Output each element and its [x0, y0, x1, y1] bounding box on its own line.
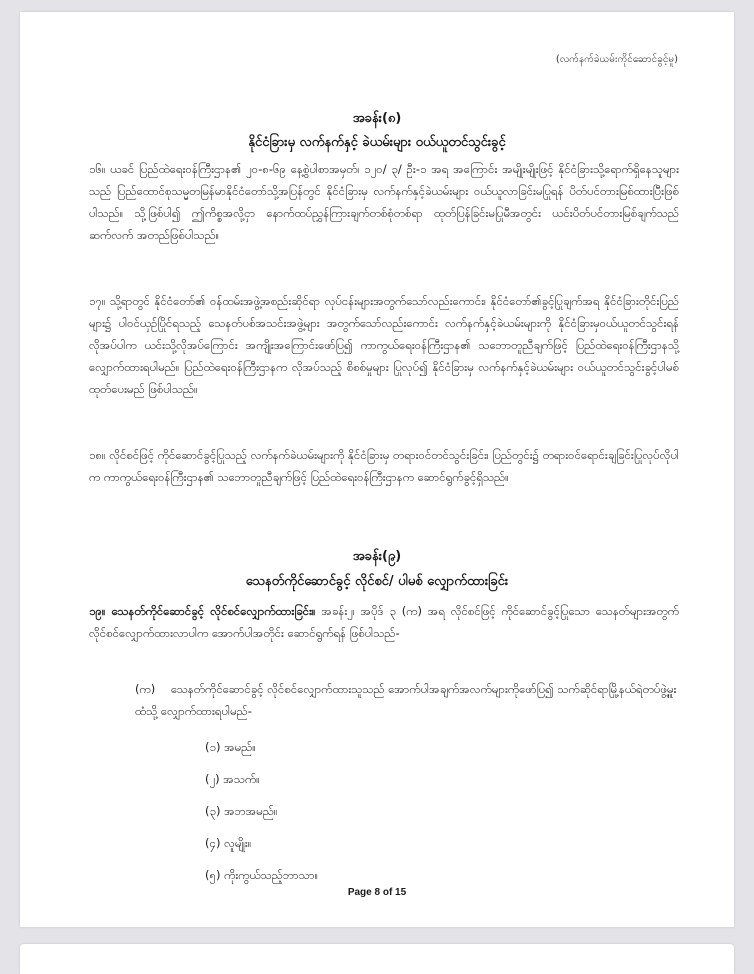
- sub-clause-ka: [135, 678, 695, 722]
- list-item: (၁) အမည်။: [205, 740, 256, 754]
- sub-clause-marker: (က): [135, 682, 156, 696]
- paragraph-16: ၁၆။ ယခင် ပြည်ထဲရေးဝန်ကြီးဌာန၏ ၂၀-၈-၆၉ နေ့စွဲပါစာအမှတ်၊ ၁၂၀/ ၃/ ဦး-၁ အရ အကြောင်း အမျိုးမျိုးဖြင့် နိုင်ငံခြားသို့ရောက်ရှိနေသူများသည် ပြည်ထောင်စုသမ္မတမြန်မာနိုင်ငံတော်သို့အပြန်တွင် နိုင်ငံခြားမှ လက်နက်နှင့်ခဲယမ်းများ ဝယ်ယူလာခြင်းမပြုရန် ပိတ်ပင်တားမြစ်ထားပြီးဖြစ်ပါသည်။ သို့ဖြစ်ပါ၍ ဤကိစ္စအလို့ငှာ နောက်ထပ်ညွှန်ကြားချက်တစ်စုံတစ်ရာ ထုတ်ပြန်ခြင်းမပြုမီအတွင်း ယင်းပိတ်ပင်တားမြစ်ချက်သည် ဆက်လက် အတည်ဖြစ်ပါသည်။: [89, 162, 679, 242]
- list-item: (၃) အဘအမည်။: [205, 804, 278, 818]
- list-item: (၄) လူမျိုး။: [205, 836, 252, 850]
- chapter-8-title: အခန်း(၈): [352, 111, 402, 126]
- document-page: [20, 12, 734, 927]
- paragraph-18: ၁၈။ လိုင်စင်ဖြင့် ကိုင်ဆောင်ခွင့်ပြုသည့် လက်နက်ခဲယမ်းများကို နိုင်ငံခြားမှ တရားဝင်တင်သွင်းခြင်း၊ ပြည်တွင်း၌ တရားဝင်ရောင်းချခြင်းပြုလုပ်လိုပါက ကာကွယ်ရေးဝန်ကြီးဌာန၏ သဘောတူညီချက်ဖြင့် ပြည်ထဲရေးဝန်ကြီးဌာနက ဆောင်ရွက်ခွင့်ရှိသည်။: [89, 448, 679, 484]
- sub-clause-text: သေနတ်ကိုင်ဆောင်ခွင့် လိုင်စင်လျှောက်ထားသူသည် အောက်ပါအချက်အလက်များကိုဖော်ပြ၍ သက်ဆိုင်ရာမြို့နယ်ရဲတပ်ဖွဲ့မှူးထံသို့ လျှောက်ထားရပါမည်-: [135, 682, 677, 718]
- page-number: Page 8 of 15: [347, 887, 407, 898]
- next-page-edge: [20, 944, 734, 974]
- list-item: (၂) အသက်။: [205, 772, 260, 786]
- paragraph-19-heading: ၁၉။ သေနတ်ကိုင်ဆောင်ခွင့် လိုင်စင်လျှောက်ထားခြင်း။: [89, 604, 316, 618]
- paragraph-17: ၁၇။ သို့ရာတွင် နိုင်ငံတော်၏ ဝန်ထမ်းအဖွဲ့အစည်းဆိုင်ရာ လုပ်ငန်းများအတွက်သော်လည်းကောင်း၊ နိုင်ငံတော်၏ခွင့်ပြုချက်အရ နိုင်ငံခြားတိုင်းပြည်များ၌ ပါဝင်ယှဉ်ပြိုင်ရသည့် သေနတ်ပစ်အသင်းအဖွဲ့များ အတွက်သော်လည်းကောင်း လက်နက်နှင့်ခဲယမ်းများကို နိုင်ငံခြားမှဝယ်ယူတင်သွင်းရန် လိုအပ်ပါက ယင်းသို့လိုအပ်ကြောင်း အကျိုးအကြောင်းဖော်ပြ၍ ကာကွယ်ရေးဝန်ကြီးဌာန၏ သဘောတူညီချက်ဖြင့် ပြည်ထဲရေးဝန်ကြီးဌာနသို့ လျှောက်ထားရပါမည်။ ပြည်ထဲရေးဝန်ကြီးဌာနက လိုအပ်သည့် စိစစ်မှုများ ပြုလုပ်၍ နိုင်ငံခြားမှ လက်နက်နှင့်ခဲယမ်းများ ဝယ်ယူတင်သွင်းခွင့်ပါမစ် ထုတ်ပေးမည် ဖြစ်ပါသည်။: [89, 294, 679, 396]
- chapter-9-subtitle: သေနတ်ကိုင်ဆောင်ခွင့် လိုင်စင်/ ပါမစ် လျှောက်ထားခြင်း: [245, 574, 509, 589]
- list-item: (၅) ကိုးကွယ်သည့်ဘာသာ။: [205, 868, 319, 882]
- paragraph-19-body: အခန်း၂၊ အပိုဒ် ၃ (က) အရ လိုင်စင်ဖြင့် ကိုင်ဆောင်ခွင့်ပြုသော သေနတ်များအတွက် လိုင်စင်လျှောက်ထားလာပါက အောက်ပါအတိုင်း ဆောင်ရွက်ရန် ဖြစ်ပါသည်-: [89, 604, 680, 640]
- header-note: (လက်နက်ခဲယမ်းကိုင်ဆောင်ခွင့်မူ): [555, 54, 678, 65]
- chapter-9-title: အခန်း(၉): [352, 549, 402, 564]
- paragraph-19: [89, 600, 679, 644]
- chapter-8-subtitle: နိုင်ငံခြားမှ လက်နက်နှင့် ခဲယမ်းများ ဝယ်ယူတင်သွင်းခွင့်: [248, 135, 506, 150]
